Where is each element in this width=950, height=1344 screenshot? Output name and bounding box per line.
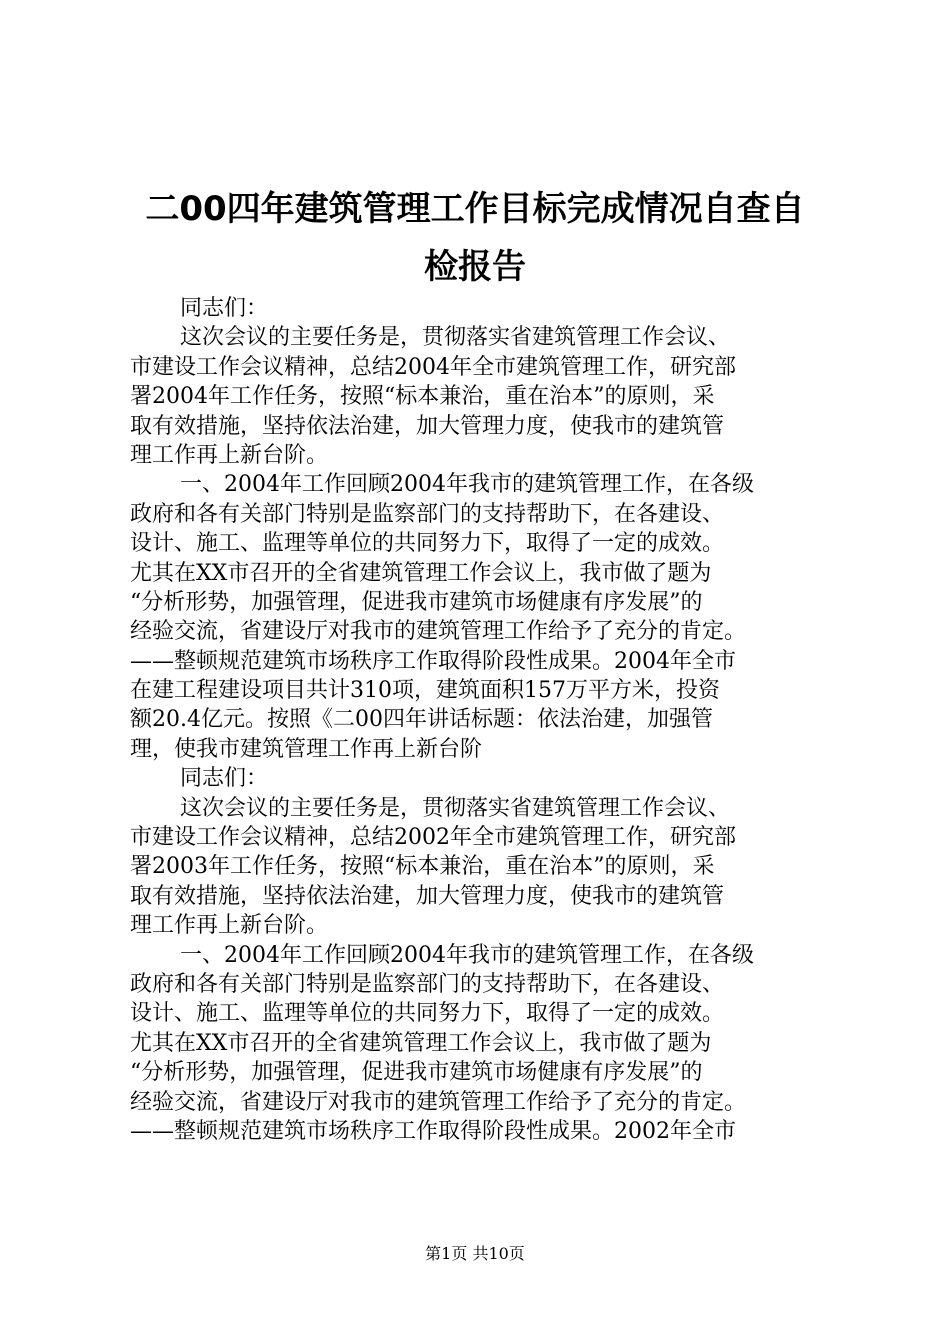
body-line: 取有效措施，坚持依法治建，加大管理力度，使我市的建筑管 bbox=[130, 883, 725, 909]
body-line: “分析形势，加强管理，促进我市建筑市场健康有序发展”的 bbox=[130, 589, 703, 615]
body-line: “分析形势，加强管理，促进我市建筑市场健康有序发展”的 bbox=[130, 1060, 703, 1086]
body-line: 政府和各有关部门特别是监察部门的支持帮助下，在各建设、 bbox=[130, 501, 725, 527]
body-line: 取有效措施，坚持依法治建，加大管理力度，使我市的建筑管 bbox=[130, 413, 725, 439]
body-line: 尤其在XX市召开的全省建筑管理工作会议上，我市做了题为 bbox=[130, 560, 712, 586]
body-line: 理工作再上新台阶。 bbox=[130, 442, 329, 468]
body-line: 理工作再上新台阶。 bbox=[130, 913, 329, 939]
body-line: 政府和各有关部门特别是监察部门的支持帮助下，在各建设、 bbox=[130, 971, 725, 997]
title-line-2: 检报告 bbox=[424, 247, 526, 287]
body-line: 一、2004年工作回顾2004年我市的建筑管理工作，在各级 bbox=[180, 472, 754, 498]
body-line: 署2003年工作任务，按照“标本兼治，重在治本”的原则，采 bbox=[130, 854, 715, 880]
body-line: 经验交流，省建设厅对我市的建筑管理工作给予了充分的肯定。 bbox=[130, 619, 747, 645]
body-line: 经验交流，省建设厅对我市的建筑管理工作给予了充分的肯定。 bbox=[130, 1089, 747, 1115]
body-line: 理，使我市建筑管理工作再上新台阶 bbox=[130, 736, 483, 762]
body-line: 署2004年工作任务，按照“标本兼治，重在治本”的原则，采 bbox=[130, 384, 715, 410]
body-line: 市建设工作会议精神，总结2004年全市建筑管理工作，研究部 bbox=[130, 354, 736, 380]
body-line: 一、2004年工作回顾2004年我市的建筑管理工作，在各级 bbox=[180, 942, 754, 968]
body-line: ——整顿规范建筑市场秩序工作取得阶段性成果。2004年全市 bbox=[130, 648, 736, 674]
body-line: 同志们： bbox=[180, 766, 269, 792]
document-title bbox=[100, 180, 850, 296]
body-line: 这次会议的主要任务是，贯彻落实省建筑管理工作会议、 bbox=[180, 795, 731, 821]
document-body bbox=[130, 294, 850, 1146]
body-line: 额20.4亿元。按照《二00四年讲话标题：依法治建，加强管 bbox=[130, 707, 713, 733]
body-line: 这次会议的主要任务是，贯彻落实省建筑管理工作会议、 bbox=[180, 325, 731, 351]
page-number-footer: 第1页 共10页 bbox=[425, 1244, 525, 1263]
body-line: 同志们： bbox=[180, 296, 269, 321]
body-line: 市建设工作会议精神，总结2002年全市建筑管理工作，研究部 bbox=[130, 825, 736, 851]
body-line: 在建工程建设项目共计310项，建筑面积157万平方米，投资 bbox=[130, 678, 720, 704]
body-line: 设计、施工、监理等单位的共同努力下，取得了一定的成效。 bbox=[130, 531, 725, 557]
body-line: 尤其在XX市召开的全省建筑管理工作会议上，我市做了题为 bbox=[130, 1030, 712, 1056]
title-line-1: 二00四年建筑管理工作目标完成情况自查自 bbox=[145, 189, 805, 229]
body-line: ——整顿规范建筑市场秩序工作取得阶段性成果。2002年全市 bbox=[130, 1118, 736, 1144]
body-line: 设计、施工、监理等单位的共同努力下，取得了一定的成效。 bbox=[130, 1001, 725, 1027]
